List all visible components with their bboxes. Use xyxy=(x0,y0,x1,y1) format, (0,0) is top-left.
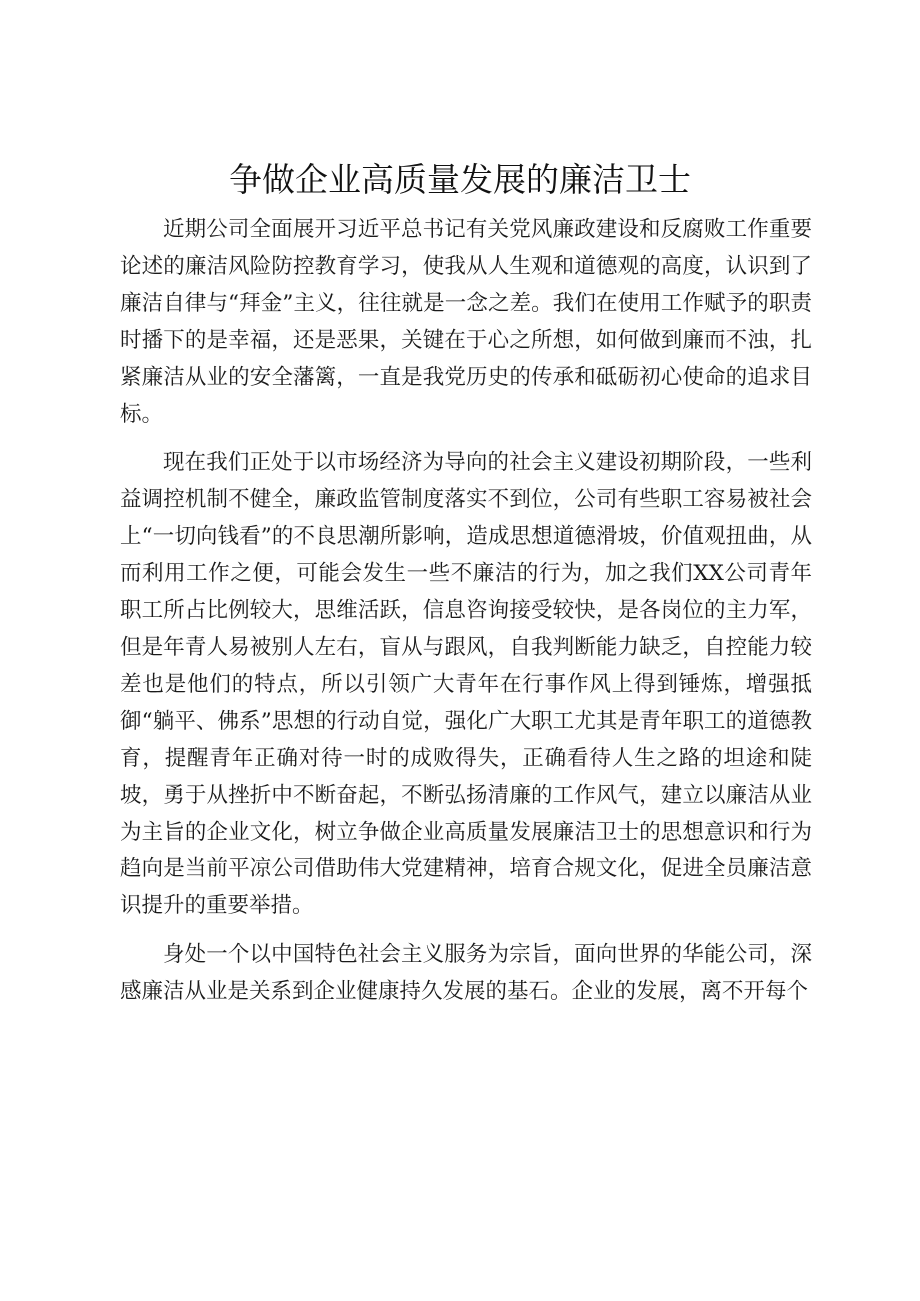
document-body xyxy=(120,212,812,1023)
document-title: 争做企业高质量发展的廉洁卫士 xyxy=(229,160,691,199)
paragraph-1: 近期公司全面展开习近平总书记有关党风廉政建设和反腐败工作重要论述的廉洁风险防控教育学习，使我从人生观和道德观的高度，认识到了廉洁自律与“拜金”主义，往往就是一念之差。我们在使用工作赋予的职责时播下的是幸福，还是恶果，关键在于心之所想，如何做到廉而不浊，扎紧廉洁从业的安全藩篱，一直是我党历史的传承和砥砺初心使命的追求目标。 xyxy=(120,217,812,427)
paragraph-3: 身处一个以中国特色社会主义服务为宗旨，面向世界的华能公司，深感廉洁从业是关系到企业健康持久发展的基石。企业的发展，离不开每个 xyxy=(120,942,812,1005)
paragraph-2: 现在我们正处于以市场经济为导向的社会主义建设初期阶段，一些利益调控机制不健全，廉政监管制度落实不到位，公司有些职工容易被社会上“一切向钱看”的不良思潮所影响，造成思想道德滑坡，价值观扭曲，从而利用工作之便，可能会发生一些不廉洁的行为，加之我们XX公司青年职工所占比例较大，思维活跃，信息咨询接受较快，是各岗位的主力军，但是年青人易被别人左右，盲从与跟风，自我判断能力缺乏，自控能力较差也是他们的特点，所以引领广大青年在行事作风上得到锤炼，增强抵御“躺平、佛系”思想的行动自觉，强化广大职工尤其是青年职工的道德教育，提醒青年正确对待一时的成败得失，正确看待人生之路的坦途和陡坡，勇于从挫折中不断奋起，不断弘扬清廉的工作风气，建立以廉洁从业为主旨的企业文化，树立争做企业高质量发展廉洁卫士的思想意识和行为趋向是当前平凉公司借助伟大党建精神，培育合规文化，促进全员廉洁意识提升的重要举措。 xyxy=(120,450,812,919)
